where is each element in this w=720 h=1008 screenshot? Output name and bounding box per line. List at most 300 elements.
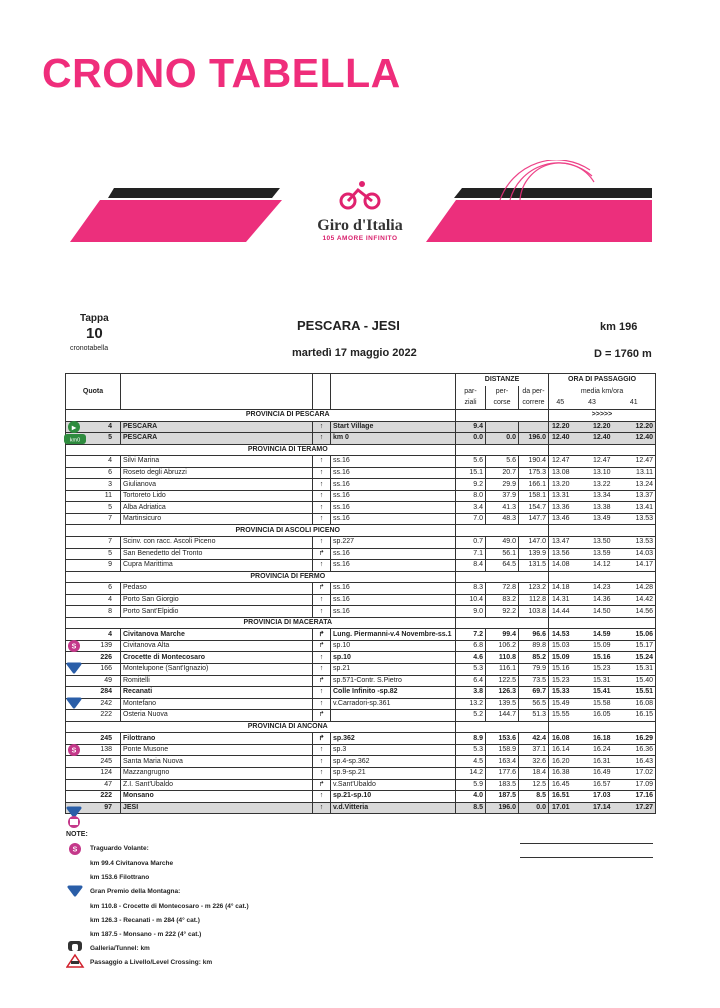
place-cell: Santa Maria Nuova — [121, 756, 313, 768]
road-cell: sp.10 — [331, 640, 456, 652]
place-cell: Filottrano — [121, 733, 313, 745]
time-45-cell: 14.18 — [549, 583, 572, 595]
table-row — [66, 502, 656, 514]
parziali-cell: 15.1 — [456, 467, 486, 479]
place-cell: Cupra Marittima — [121, 560, 313, 572]
time-43-cell: 14.50 — [572, 606, 613, 618]
direction-cell: ↱ — [313, 583, 331, 595]
svg-text:S: S — [71, 747, 77, 755]
sprint-legend-icon — [69, 843, 81, 855]
time-41-cell: 14.28 — [613, 583, 656, 595]
finish-icon — [68, 816, 80, 828]
parziali-cell: 10.4 — [456, 594, 486, 606]
direction-cell: ↱ — [313, 779, 331, 791]
tappa-label: Tappa — [80, 313, 109, 324]
ora-header: ORA DI PASSAGGIO — [549, 374, 656, 386]
table-row — [66, 594, 656, 606]
dapercorrere-cell — [519, 421, 549, 433]
percorse-cell: 196.0 — [486, 802, 519, 814]
province-name: PROVINCIA DI MACERATA — [121, 617, 456, 629]
time-41-cell: 17.27 — [613, 802, 656, 814]
quota-cell: 97 — [66, 802, 121, 814]
dapercorrere-cell: 73.5 — [519, 675, 549, 687]
gpm-legend-icon — [69, 887, 81, 895]
place-cell: Roseto degli Abruzzi — [121, 467, 313, 479]
time-43-cell: 15.41 — [572, 687, 613, 699]
stage-length: km 196 — [600, 321, 638, 333]
time-45-cell: 14.44 — [549, 606, 572, 618]
quota-cell: 166 — [66, 664, 121, 676]
road-cell: sp.227 — [331, 537, 456, 549]
time-45-cell: 13.20 — [549, 479, 572, 491]
time-45-cell: 14.53 — [549, 629, 572, 641]
road-cell: km 0 — [331, 433, 456, 445]
dapercorrere-header-2: correre — [519, 398, 549, 410]
time-41-cell: 13.11 — [613, 467, 656, 479]
quota-cell: 245 — [66, 756, 121, 768]
province-row — [66, 410, 656, 422]
place-cell: Romitelli — [121, 675, 313, 687]
time-45-cell: 16.08 — [549, 733, 572, 745]
table-row — [66, 606, 656, 618]
province-row — [66, 525, 656, 537]
direction-cell: ↱ — [313, 640, 331, 652]
gpm-icon-crocette — [68, 664, 80, 672]
direction-cell: ↑ — [313, 744, 331, 756]
table-row — [66, 640, 656, 652]
direction-cell: ↑ — [313, 537, 331, 549]
direction-cell: ↑ — [313, 433, 331, 445]
row-icons — [64, 420, 90, 830]
time-41-cell: 14.42 — [613, 594, 656, 606]
quota-cell: 47 — [66, 779, 121, 791]
arrow-header — [313, 374, 331, 410]
direction-cell: ↑ — [313, 606, 331, 618]
direction-cell: ↑ — [313, 767, 331, 779]
place-cell: Scinv. con racc. Ascoli Piceno — [121, 537, 313, 549]
place-cell: Silvi Marina — [121, 456, 313, 468]
place-cell: Z.I. Sant'Ubaldo — [121, 779, 313, 791]
time-41-cell: 13.53 — [613, 537, 656, 549]
quota-cell: 4 — [66, 629, 121, 641]
time-43-cell: 14.36 — [572, 594, 613, 606]
dapercorrere-cell: 8.5 — [519, 791, 549, 803]
percorse-cell: 106.2 — [486, 640, 519, 652]
table-row — [66, 756, 656, 768]
road-cell: v.Sant'Ubaldo — [331, 779, 456, 791]
signature-line-1 — [520, 843, 653, 844]
time-41-cell: 17.02 — [613, 767, 656, 779]
percorse-cell: 56.1 — [486, 548, 519, 560]
percorse-cell: 41.3 — [486, 502, 519, 514]
time-45-cell: 16.51 — [549, 791, 572, 803]
time-41-cell: 12.47 — [613, 456, 656, 468]
parziali-cell: 13.2 — [456, 698, 486, 710]
percorse-cell: 122.5 — [486, 675, 519, 687]
province-dist-spacer — [456, 571, 549, 583]
notes-icons — [66, 841, 86, 971]
quota-cell: 4 — [66, 594, 121, 606]
place-cell: Recanati — [121, 687, 313, 699]
table-row — [66, 537, 656, 549]
time-43-cell: 16.05 — [572, 710, 613, 722]
time-45-cell: 15.49 — [549, 698, 572, 710]
percorse-cell: 163.4 — [486, 756, 519, 768]
quota-cell: 138 — [66, 744, 121, 756]
percorse-cell: 110.8 — [486, 652, 519, 664]
quota-cell: 139 — [66, 640, 121, 652]
parziali-cell: 3.4 — [456, 502, 486, 514]
table-row — [66, 560, 656, 572]
logo-sub: 105 AMORE INFINITO — [322, 235, 398, 242]
svg-text:km0: km0 — [69, 437, 81, 444]
time-43-cell: 15.09 — [572, 640, 613, 652]
percorse-cell: 49.0 — [486, 537, 519, 549]
parziali-cell: 5.2 — [456, 710, 486, 722]
province-row — [66, 444, 656, 456]
dapercorrere-cell: 42.4 — [519, 733, 549, 745]
quota-cell: 5 — [66, 502, 121, 514]
time-41-cell: 15.40 — [613, 675, 656, 687]
parziali-cell: 5.6 — [456, 456, 486, 468]
table-row — [66, 710, 656, 722]
direction-cell: ↱ — [313, 548, 331, 560]
road-cell: ss.16 — [331, 502, 456, 514]
parziali-cell: 4.6 — [456, 652, 486, 664]
parziali-cell: 4.0 — [456, 791, 486, 803]
time-45-cell: 15.09 — [549, 652, 572, 664]
parziali-cell: 9.0 — [456, 606, 486, 618]
road-cell: ss.16 — [331, 456, 456, 468]
table-row — [66, 421, 656, 433]
road-cell: sp.3 — [331, 744, 456, 756]
province-time-spacer — [549, 444, 656, 456]
direction-cell: ↑ — [313, 490, 331, 502]
time-45-cell: 15.55 — [549, 710, 572, 722]
time-43-cell: 17.14 — [572, 802, 613, 814]
quota-cell: 4 — [66, 421, 121, 433]
province-name: PROVINCIA DI TERAMO — [121, 444, 456, 456]
direction-cell: ↑ — [313, 467, 331, 479]
province-row — [66, 617, 656, 629]
time-41-cell: 16.36 — [613, 744, 656, 756]
page-title: CRONO TABELLA — [42, 50, 401, 96]
dapercorrere-cell: 85.2 — [519, 652, 549, 664]
direction-cell: ↑ — [313, 791, 331, 803]
road-cell: sp.21 — [331, 664, 456, 676]
direction-cell: ↱ — [313, 710, 331, 722]
province-dist-spacer — [456, 525, 549, 537]
time-43-cell: 16.31 — [572, 756, 613, 768]
percorse-cell: 116.1 — [486, 664, 519, 676]
direction-cell: ↑ — [313, 652, 331, 664]
cyclist-icon — [338, 180, 382, 210]
speed-header-43: 43 — [572, 398, 613, 410]
start-icon — [68, 421, 80, 433]
stage-date: martedì 17 maggio 2022 — [292, 347, 417, 359]
time-45-cell: 16.45 — [549, 779, 572, 791]
road-cell: ss.16 — [331, 479, 456, 491]
direction-cell: ↑ — [313, 421, 331, 433]
table-row — [66, 433, 656, 445]
time-43-cell: 15.16 — [572, 652, 613, 664]
quota-cell: 124 — [66, 767, 121, 779]
time-43-cell: 16.18 — [572, 733, 613, 745]
table-row — [66, 467, 656, 479]
road-cell: Lung. Piermanni-v.4 Novembre-ss.1 — [331, 629, 456, 641]
quota-header: Quota — [66, 374, 121, 410]
tappa-sub: cronotabella — [70, 345, 109, 352]
direction-cell: ↱ — [313, 629, 331, 641]
parziali-cell: 8.4 — [456, 560, 486, 572]
place-cell: Civitanova Marche — [121, 629, 313, 641]
table-row — [66, 629, 656, 641]
percorse-cell: 20.7 — [486, 467, 519, 479]
time-45-cell: 15.23 — [549, 675, 572, 687]
percorse-cell: 37.9 — [486, 490, 519, 502]
time-41-cell: 13.24 — [613, 479, 656, 491]
table-row — [66, 698, 656, 710]
time-45-cell: 14.31 — [549, 594, 572, 606]
svg-text:S: S — [72, 846, 78, 854]
road-cell: ss.16 — [331, 560, 456, 572]
parziali-cell: 14.2 — [456, 767, 486, 779]
percorse-cell: 83.2 — [486, 594, 519, 606]
place-cell: Monsano — [121, 791, 313, 803]
arrows-indicator: >>>>> — [549, 410, 656, 422]
traguardo-item-1: km 99.4 Civitanova Marche — [90, 860, 174, 867]
quota-cell: 6 — [66, 467, 121, 479]
table-row — [66, 744, 656, 756]
sprint-icon-filottrano — [68, 744, 80, 756]
percorse-cell: 139.5 — [486, 698, 519, 710]
time-45-cell: 15.16 — [549, 664, 572, 676]
direction-cell: ↑ — [313, 502, 331, 514]
gpm-item-3: km 187.5 - Monsano - m 222 (4° cat.) — [90, 931, 202, 938]
time-41-cell: 12.40 — [613, 433, 656, 445]
time-41-cell: 14.56 — [613, 606, 656, 618]
place-cell: Montefano — [121, 698, 313, 710]
time-45-cell: 12.47 — [549, 456, 572, 468]
table-row — [66, 675, 656, 687]
dapercorrere-cell: 96.6 — [519, 629, 549, 641]
dapercorrere-cell: 18.4 — [519, 767, 549, 779]
direction-cell: ↑ — [313, 594, 331, 606]
percorse-cell — [486, 421, 519, 433]
sprint-icon-civitanova — [68, 640, 80, 652]
percorse-cell: 126.3 — [486, 687, 519, 699]
road-cell: Colle Infinito -sp.82 — [331, 687, 456, 699]
time-41-cell: 17.16 — [613, 791, 656, 803]
direction-cell: ↑ — [313, 456, 331, 468]
table-row — [66, 652, 656, 664]
time-43-cell: 14.23 — [572, 583, 613, 595]
crono-table-wrap — [65, 373, 655, 814]
road-cell: ss.16 — [331, 594, 456, 606]
time-45-cell: 13.36 — [549, 502, 572, 514]
province-dist-spacer — [456, 410, 549, 422]
percorse-cell: 144.7 — [486, 710, 519, 722]
table-row — [66, 779, 656, 791]
place-cell: San Benedetto del Tronto — [121, 548, 313, 560]
parziali-cell: 8.3 — [456, 583, 486, 595]
province-dist-spacer — [456, 721, 549, 733]
km0-icon — [64, 434, 86, 444]
time-43-cell: 14.12 — [572, 560, 613, 572]
direction-cell: ↑ — [313, 664, 331, 676]
road-cell — [331, 710, 456, 722]
parziali-cell: 4.5 — [456, 756, 486, 768]
table-row — [66, 548, 656, 560]
parziali-header-2: ziali — [456, 398, 486, 410]
time-41-cell: 16.15 — [613, 710, 656, 722]
time-45-cell: 17.01 — [549, 802, 572, 814]
time-41-cell: 13.37 — [613, 490, 656, 502]
quota-cell: 5 — [66, 433, 121, 445]
dapercorrere-cell: 103.8 — [519, 606, 549, 618]
dapercorrere-cell: 37.1 — [519, 744, 549, 756]
table-row — [66, 802, 656, 814]
gpm-item-2: km 126.3 - Recanati - m 284 (4° cat.) — [90, 917, 200, 924]
percorse-cell: 29.9 — [486, 479, 519, 491]
quota-cell: 5 — [66, 548, 121, 560]
quota-cell: 222 — [66, 710, 121, 722]
parziali-cell: 7.2 — [456, 629, 486, 641]
time-45-cell: 13.56 — [549, 548, 572, 560]
road-cell: v.d.Vitteria — [331, 802, 456, 814]
place-header — [121, 374, 313, 410]
dapercorrere-cell: 196.0 — [519, 433, 549, 445]
time-41-cell: 14.17 — [613, 560, 656, 572]
table-row — [66, 767, 656, 779]
place-cell: Pedaso — [121, 583, 313, 595]
place-cell: Crocette di Montecosaro — [121, 652, 313, 664]
place-cell: Martinsicuro — [121, 513, 313, 525]
province-dist-spacer — [456, 617, 549, 629]
table-row — [66, 791, 656, 803]
time-43-cell: 12.20 — [572, 421, 613, 433]
traguardo-title: Traguardo Volante: — [90, 845, 149, 852]
province-row — [66, 571, 656, 583]
time-43-cell: 12.47 — [572, 456, 613, 468]
province-name: PROVINCIA DI PESCARA — [121, 410, 456, 422]
notes-title: NOTE: — [66, 831, 88, 838]
crono-table — [65, 373, 656, 814]
percorse-cell: 72.8 — [486, 583, 519, 595]
parziali-cell: 8.9 — [456, 733, 486, 745]
direction-cell: ↑ — [313, 756, 331, 768]
parziali-cell: 7.1 — [456, 548, 486, 560]
time-45-cell: 13.47 — [549, 537, 572, 549]
time-43-cell: 16.24 — [572, 744, 613, 756]
media-header: media km/ora — [549, 386, 656, 398]
galleria-line: Galleria/Tunnel: km — [90, 945, 150, 952]
dapercorrere-cell: 51.3 — [519, 710, 549, 722]
parziali-cell: 5.3 — [456, 744, 486, 756]
place-cell: Montelupone (Sant'Ignazio) — [121, 664, 313, 676]
province-name: PROVINCIA DI FERMO — [121, 571, 456, 583]
province-time-spacer — [549, 571, 656, 583]
level-crossing-icon — [67, 955, 83, 967]
giro-logo — [300, 180, 420, 242]
gpm-icon-monsano — [68, 808, 80, 816]
province-name: PROVINCIA DI ANCONA — [121, 721, 456, 733]
direction-cell: ↑ — [313, 513, 331, 525]
parziali-cell: 6.4 — [456, 675, 486, 687]
place-cell: Tortoreto Lido — [121, 490, 313, 502]
time-43-cell: 13.34 — [572, 490, 613, 502]
percorse-cell: 64.5 — [486, 560, 519, 572]
tappa-number: 10 — [86, 325, 103, 342]
svg-text:S: S — [71, 643, 77, 651]
table-row — [66, 479, 656, 491]
quota-cell: 4 — [66, 456, 121, 468]
percorse-cell: 92.2 — [486, 606, 519, 618]
road-cell: sp.571-Contr. S.Pietro — [331, 675, 456, 687]
time-41-cell: 17.09 — [613, 779, 656, 791]
time-41-cell: 13.53 — [613, 513, 656, 525]
place-cell: Osteria Nuova — [121, 710, 313, 722]
gpm-title: Gran Premio della Montagna: — [90, 888, 181, 895]
percorse-cell: 177.6 — [486, 767, 519, 779]
percorse-header-2: corse — [486, 398, 519, 410]
time-43-cell: 17.03 — [572, 791, 613, 803]
time-43-cell: 13.10 — [572, 467, 613, 479]
gpm-item-1: km 110.8 - Crocette di Montecosaro - m 226 (4° cat.) — [90, 903, 249, 910]
table-row — [66, 513, 656, 525]
parziali-cell: 8.0 — [456, 490, 486, 502]
time-41-cell: 16.08 — [613, 698, 656, 710]
place-cell: Porto San Giorgio — [121, 594, 313, 606]
quota-cell: 49 — [66, 675, 121, 687]
place-cell: Giulianova — [121, 479, 313, 491]
parziali-cell: 0.0 — [456, 433, 486, 445]
table-header-row-1 — [66, 374, 656, 386]
table-row — [66, 583, 656, 595]
percorse-cell: 158.9 — [486, 744, 519, 756]
percorse-cell: 153.6 — [486, 733, 519, 745]
percorse-cell: 187.5 — [486, 791, 519, 803]
time-43-cell: 16.57 — [572, 779, 613, 791]
quota-cell: 284 — [66, 687, 121, 699]
quota-cell: 9 — [66, 560, 121, 572]
time-45-cell: 15.33 — [549, 687, 572, 699]
road-cell: sp.362 — [331, 733, 456, 745]
parziali-cell: 5.3 — [456, 664, 486, 676]
parziali-cell: 7.0 — [456, 513, 486, 525]
dapercorrere-cell: 175.3 — [519, 467, 549, 479]
province-time-spacer — [549, 617, 656, 629]
route-title: PESCARA - JESI — [297, 318, 400, 333]
place-cell: Ponte Musone — [121, 744, 313, 756]
dapercorrere-cell: 190.4 — [519, 456, 549, 468]
quota-cell: 245 — [66, 733, 121, 745]
quota-cell: 7 — [66, 537, 121, 549]
time-43-cell: 15.31 — [572, 675, 613, 687]
road-cell: ss.16 — [331, 548, 456, 560]
distanze-header: DISTANZE — [456, 374, 549, 386]
province-dist-spacer — [456, 444, 549, 456]
place-cell: PESCARA — [121, 433, 313, 445]
road-cell: ss.16 — [331, 467, 456, 479]
time-45-cell: 14.08 — [549, 560, 572, 572]
table-row — [66, 687, 656, 699]
quota-cell: 226 — [66, 652, 121, 664]
time-41-cell: 14.03 — [613, 548, 656, 560]
time-43-cell: 13.50 — [572, 537, 613, 549]
place-cell: JESI — [121, 802, 313, 814]
traguardo-item-2: km 153.6 Filottrano — [90, 874, 150, 881]
